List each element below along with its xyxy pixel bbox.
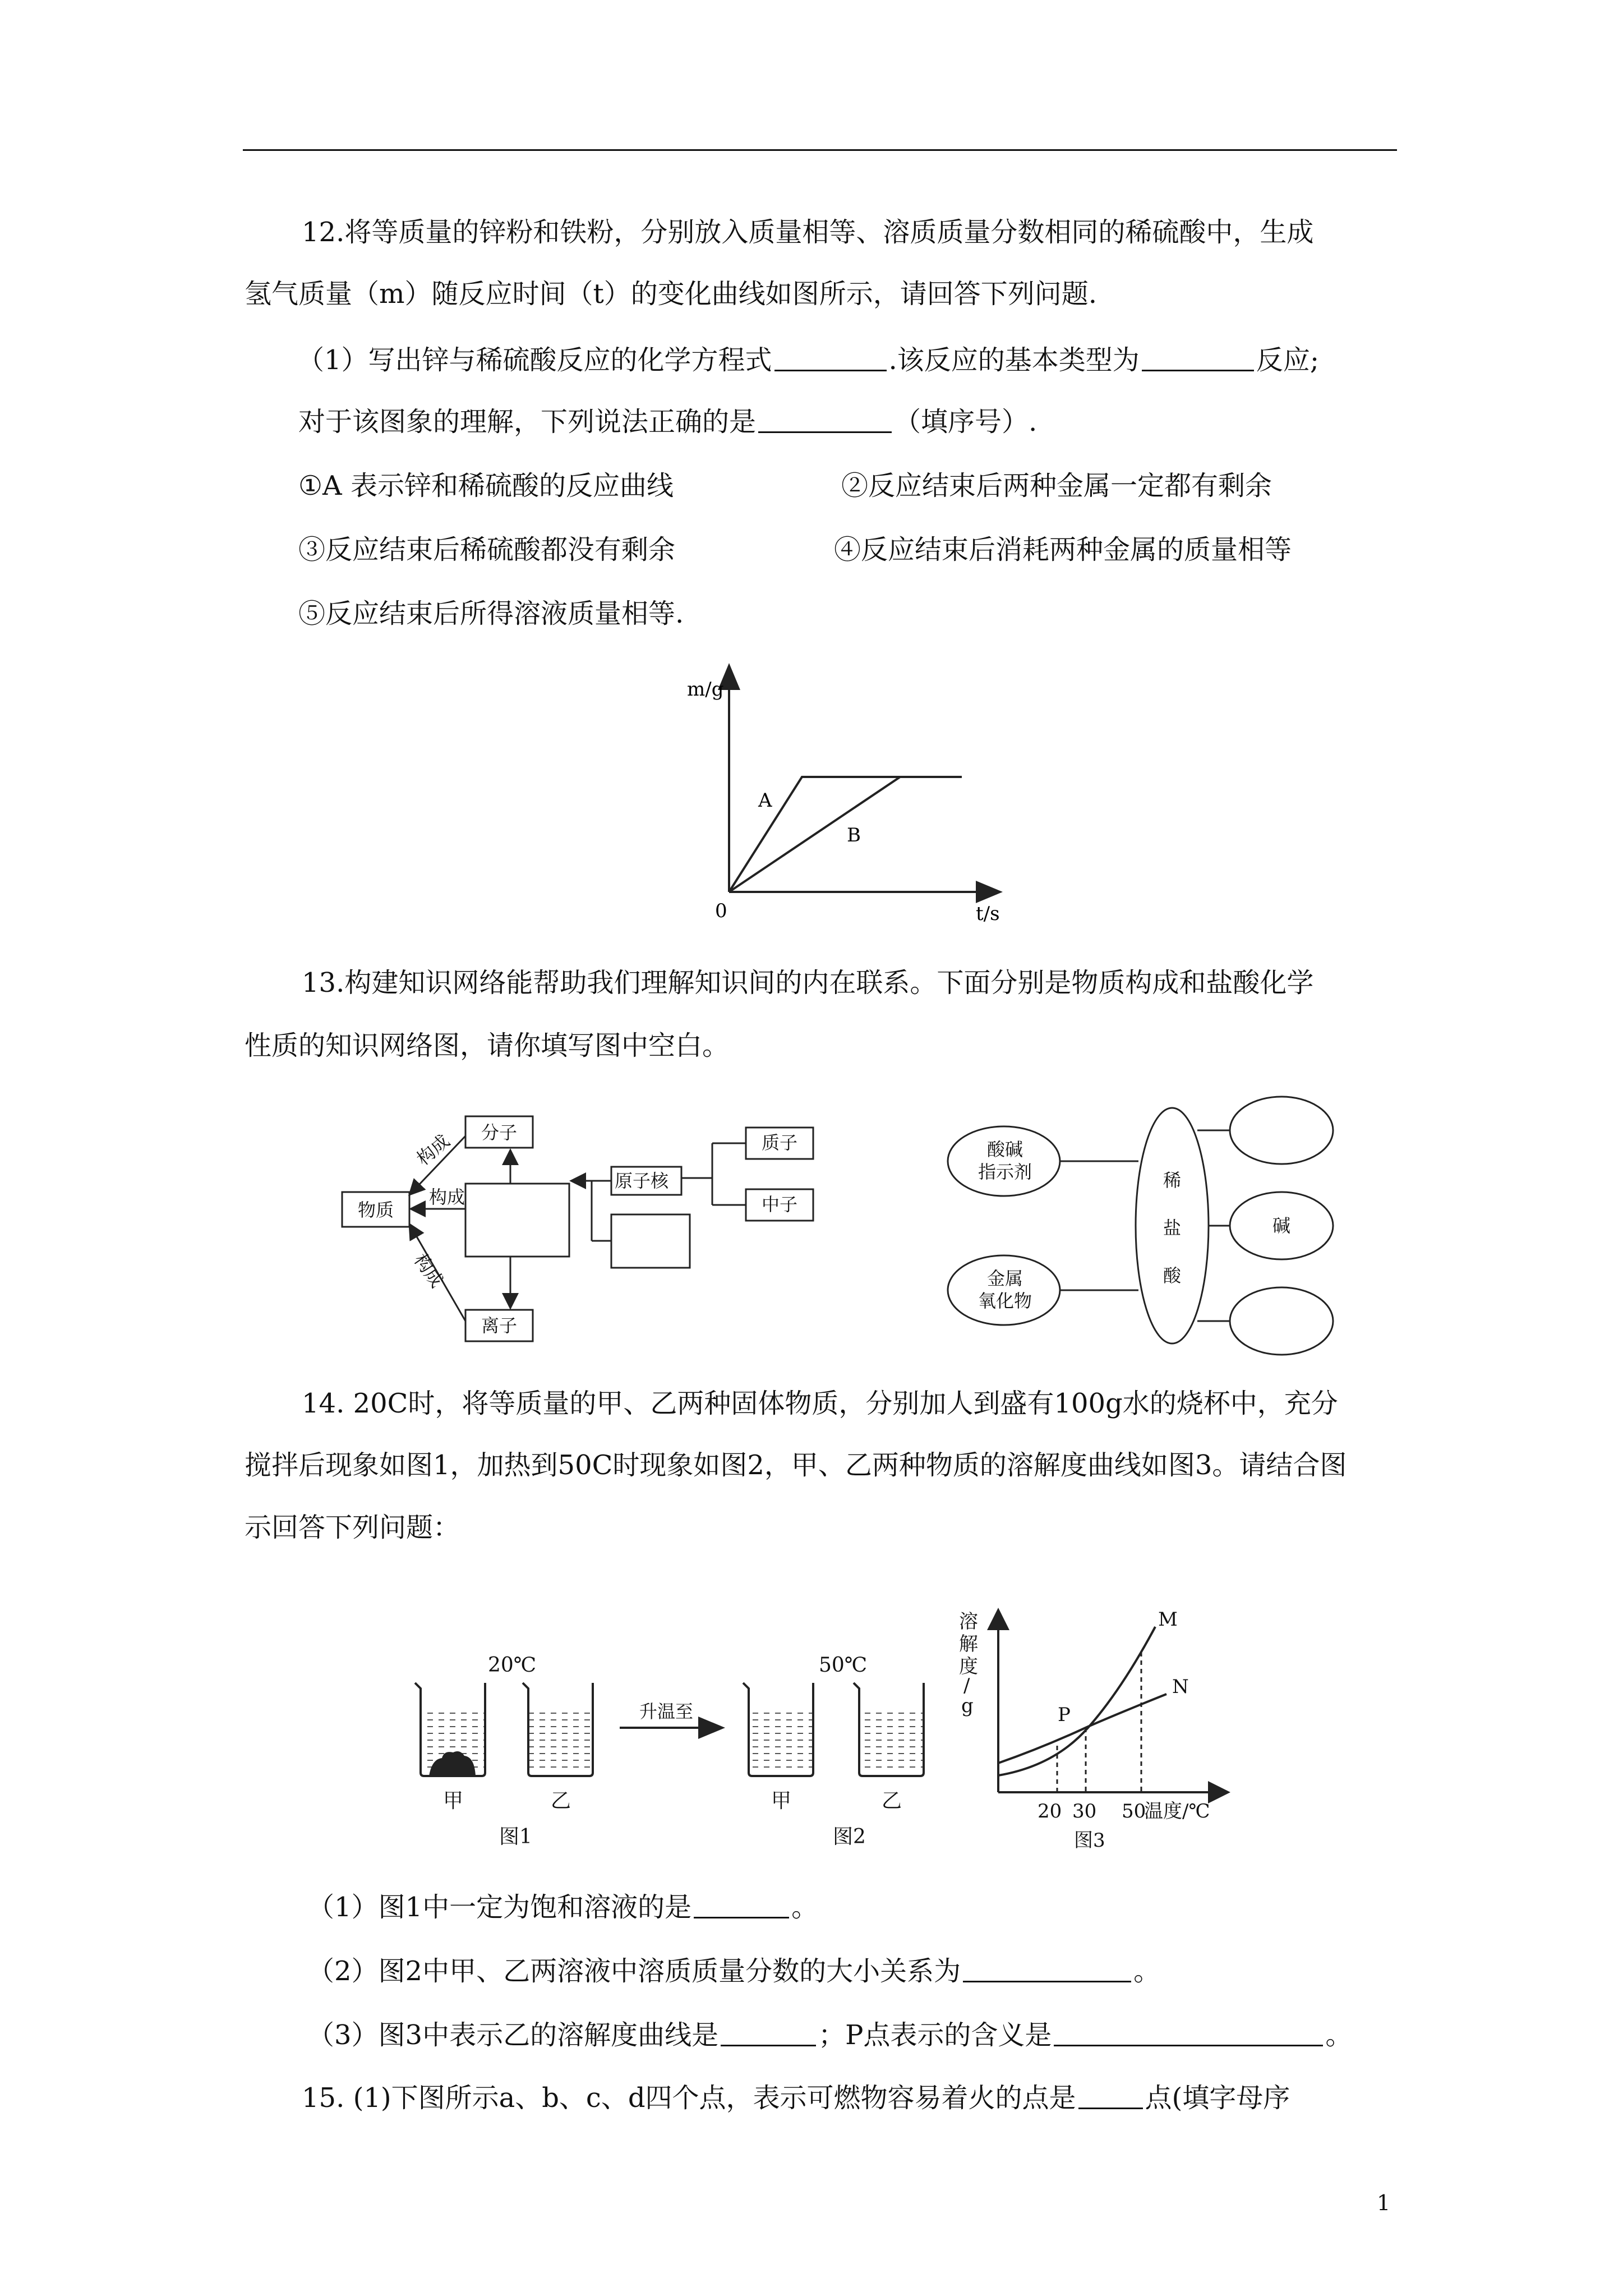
compose-label-top: 构成	[412, 1130, 454, 1170]
curve-n-label: N	[1172, 1676, 1189, 1698]
q14-blank-point-meaning[interactable]	[1054, 2019, 1323, 2046]
tick-50: 50	[1122, 1800, 1146, 1823]
electron-blank-box[interactable]	[611, 1214, 690, 1268]
proton-label: 质子	[762, 1132, 798, 1153]
q14-sub2-text-b: 。	[1133, 1955, 1161, 1987]
compose-label-mid: 构成	[429, 1186, 465, 1208]
page-number: 1	[1377, 2191, 1391, 2215]
indicator-label-1: 酸碱	[987, 1139, 1023, 1160]
q12-option-5: ⑤反应结束后所得溶液质量相等.	[298, 598, 684, 629]
base-label: 碱	[1272, 1215, 1291, 1236]
q15-text-a: 15. (1)下图所示a、b、c、d四个点，表示可燃物容易着火的点是	[302, 2082, 1076, 2114]
curve-b	[729, 777, 900, 892]
blank-ellipse-bottom[interactable]	[1230, 1287, 1333, 1355]
curve-m	[998, 1627, 1155, 1775]
heat-arrow-label: 升温至	[639, 1701, 694, 1722]
q14-sub1-text-b: 。	[791, 1892, 819, 1923]
acid-char-3: 酸	[1163, 1265, 1182, 1286]
fig3-ylabel-1: 溶	[959, 1611, 978, 1633]
q14-blank-curve[interactable]	[721, 2019, 816, 2046]
q14-sub1	[307, 1890, 818, 1924]
solubility-chart	[953, 1593, 1245, 1857]
fig3-ylabel-2: 解	[959, 1633, 978, 1655]
q13-line1: 13.构建知识网络能帮助我们理解知识间的内在联系。下面分别是物质构成和盐酸化学	[302, 967, 1314, 999]
q12-blank-options[interactable]	[758, 406, 892, 433]
q12-option-4: ④反应结束后消耗两种金属的质量相等	[834, 534, 1292, 565]
fig2-temperature: 50℃	[819, 1654, 868, 1677]
q12-blank-equation[interactable]	[774, 344, 887, 371]
hydrochloric-acid-diagram	[931, 1094, 1357, 1358]
q12-option-2: ②反应结束后两种金属一定都有剩余	[841, 470, 1272, 501]
fig2-beaker-jia	[743, 1683, 813, 1776]
fig2-caption: 图2	[833, 1825, 866, 1848]
matter-composition-diagram	[325, 1094, 830, 1346]
indicator-label-2: 指示剂	[978, 1161, 1032, 1182]
acid-char-2: 盐	[1163, 1217, 1182, 1239]
fig2-beaker-yi	[854, 1683, 924, 1776]
y-axis-label: m/g	[687, 678, 724, 701]
q12-option-1: ①A 表示锌和稀硫酸的反应曲线	[298, 470, 674, 501]
fig2-label-jia: 甲	[771, 1789, 792, 1812]
oxide-label-1: 金属	[987, 1268, 1023, 1289]
x-axis-label: t/s	[976, 903, 1000, 925]
substance-label: 物质	[358, 1199, 394, 1221]
tick-20: 20	[1038, 1800, 1062, 1823]
fig1-beaker-jia	[415, 1683, 485, 1776]
q14-line3: 示回答下列问题：	[245, 1512, 460, 1543]
curve-a-label: A	[758, 789, 772, 812]
q14-sub2-text-a: （2）图2中甲、乙两溶液中溶质质量分数的大小关系为	[307, 1955, 961, 1987]
q15-text-b: 点(填字母序	[1145, 2082, 1290, 2114]
fig1-label-yi: 乙	[551, 1789, 571, 1812]
q12-option-3: ③反应结束后稀硫酸都没有剩余	[298, 534, 676, 565]
q14-line2: 搅拌后现象如图1，加热到50C时现象如图2，甲、乙两种物质的溶解度曲线如图3。请结合图	[245, 1450, 1347, 1481]
origin-label: 0	[715, 900, 727, 922]
q12-part1-line2-text-a: 对于该图象的理解，下列说法正确的是	[298, 406, 757, 438]
ion-label: 离子	[481, 1315, 518, 1336]
fig1-caption: 图1	[499, 1825, 532, 1848]
q12-line2: 氢气质量（m）随反应时间（t）的变化曲线如图所示，请回答下列问题.	[245, 278, 1098, 310]
fig3-ylabel-4: /	[963, 1674, 970, 1697]
curve-m-label: M	[1158, 1608, 1178, 1631]
compose-label-bot: 构成	[409, 1249, 448, 1292]
tick-30: 30	[1072, 1800, 1097, 1823]
molecule-label: 分子	[481, 1122, 518, 1143]
q14-blank-saturated[interactable]	[694, 1891, 789, 1918]
q12-part1-text-a: （1）写出锌与稀硫酸反应的化学方程式	[297, 344, 772, 376]
q14-blank-fraction[interactable]	[963, 1955, 1131, 1982]
acid-char-1: 稀	[1163, 1170, 1182, 1191]
q12-part1-text-c: 反应;	[1256, 344, 1319, 376]
fig1-label-jia: 甲	[443, 1789, 464, 1812]
q12-blank-type[interactable]	[1142, 344, 1254, 371]
fig3-ylabel-5: g	[961, 1695, 974, 1717]
oxide-label-2: 氧化物	[978, 1290, 1032, 1312]
q14-sub3-text-b: ；P点表示的含义是	[818, 2019, 1052, 2051]
q15-blank-point[interactable]	[1078, 2082, 1143, 2109]
beaker-figures	[404, 1649, 953, 1862]
fig1-temperature: 20℃	[488, 1654, 537, 1677]
neutron-label: 中子	[762, 1194, 798, 1215]
fig2-label-yi: 乙	[882, 1789, 902, 1812]
nucleus-label: 原子核	[615, 1170, 669, 1191]
q14-sub3	[307, 2018, 1352, 2052]
q14-sub3-text-c: 。	[1325, 2019, 1353, 2051]
blank-ellipse-top[interactable]	[1230, 1097, 1333, 1164]
point-p-label: P	[1058, 1704, 1071, 1726]
fig3-ylabel-3: 度	[959, 1655, 978, 1678]
fig3-xlabel: 温度/℃	[1144, 1800, 1210, 1823]
q15-line1	[302, 2081, 1290, 2115]
q14-sub3-text-a: （3）图3中表示乙的溶解度曲线是	[307, 2019, 719, 2051]
fig3-caption: 图3	[1074, 1829, 1105, 1852]
q12-part1	[297, 343, 1319, 377]
q12-part1-line2	[298, 405, 1037, 439]
q12-line1: 12.将等质量的锌粉和铁粉，分别放入质量相等、溶质质量分数相同的稀硫酸中，生成	[302, 217, 1314, 248]
header-rule	[243, 149, 1397, 151]
q12-part1-text-b: .该反应的基本类型为	[888, 344, 1140, 376]
curve-b-label: B	[847, 824, 861, 846]
q14-sub1-text-a: （1）图1中一定为饱和溶液的是	[307, 1892, 692, 1923]
q12-part1-line2-text-b: （填序号）.	[894, 406, 1038, 438]
q13-line2: 性质的知识网络图，请你填写图中空白。	[245, 1030, 730, 1061]
atom-blank-box[interactable]	[465, 1184, 569, 1257]
q14-line1: 14. 20C时，将等质量的甲、乙两种固体物质，分别加人到盛有100g水的烧杯中，充分	[302, 1388, 1338, 1419]
q14-sub2	[307, 1954, 1160, 1988]
fig1-beaker-yi	[523, 1683, 593, 1776]
q12-hydrogen-chart	[662, 656, 1021, 937]
